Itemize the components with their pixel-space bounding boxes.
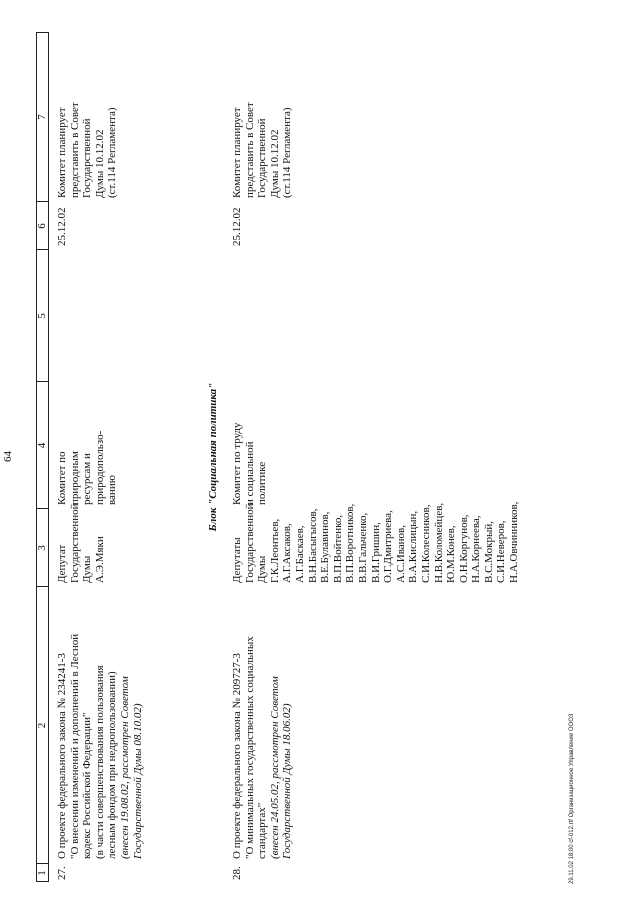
row-27-title xyxy=(56,589,144,859)
col-header-4: 4 xyxy=(36,442,48,449)
row-27-plan-line: Комитет планирует xyxy=(56,107,68,198)
row-28-initiator-line: Г.К.Леонтьев, xyxy=(268,518,281,583)
row-27-title-line: (в части совершенствования пользования xyxy=(93,665,106,859)
row-27-plan-line: Государственной xyxy=(81,118,94,198)
row-27-initiator xyxy=(56,503,106,583)
row-28-plan-line: Государственной xyxy=(256,118,269,198)
col-header-6: 6 xyxy=(36,223,48,229)
row-28-note-line: Государственной Думы 18.06.02) xyxy=(281,703,294,859)
row-27-committee-line: природопользо- xyxy=(93,430,106,505)
row-28-initiator-line: В.А.Кислицын, xyxy=(407,510,420,583)
row-28-initiator-line: Н.А.Корнеева, xyxy=(470,515,483,583)
row-27-committee-line: природным xyxy=(68,451,81,505)
row-28-initiator-line: В.Н.Басыгысов, xyxy=(306,508,319,583)
row-27-initiator-line: Государственной xyxy=(68,503,81,583)
row-28-initiator-line: О.Н.Коргунов, xyxy=(457,514,470,583)
row-28-title-line: стандартах" xyxy=(256,802,269,859)
row-28-initiator-line: В.С.Мокрый, xyxy=(482,520,495,583)
row-27-note-line: Государственной Думы 08.10.02) xyxy=(131,703,144,859)
row-27-title-line: кодекс Российской Федерации" xyxy=(81,712,94,859)
row-28-initiator-line: А.С.Иванов, xyxy=(394,525,407,583)
row-28-plan-line: (ст.114 Регламента) xyxy=(281,107,294,198)
row-27-initiator-line: А.Э.Мяки xyxy=(93,536,106,583)
row-28-number: 28. xyxy=(231,866,243,880)
row-27-title-line: лесным фондом при недропользовании) xyxy=(106,671,119,859)
col-header-3: 3 xyxy=(36,545,48,551)
row-28-title-line: О проекте федерального закона № 209727-3 xyxy=(231,653,243,859)
row-27-committee-line: ванию xyxy=(106,475,119,505)
row-27-title-line: О проекте федерального закона № 234241-3 xyxy=(56,653,68,859)
row-28-initiator-line: А.Г.Баскаев, xyxy=(293,525,306,583)
row-27-date: 25.12.02 xyxy=(56,207,68,246)
row-28-note-line: (внесен 24.05.02, рассмотрен Советом xyxy=(268,676,281,859)
row-28-plan-line: представить в Совет xyxy=(243,102,256,198)
row-28-committee-line: политике xyxy=(256,461,269,505)
row-27-number: 27. xyxy=(56,866,68,880)
row-28-initiator-line: С.И.Колесников, xyxy=(419,504,432,583)
row-28-committee xyxy=(231,385,269,505)
col-header-1: 1 xyxy=(36,870,48,876)
row-28-date: 25.12.02 xyxy=(231,207,243,246)
row-28-initiator-line: С.И.Неверов, xyxy=(495,520,508,583)
row-27-initiator-line: Думы xyxy=(81,555,94,583)
row-28-initiators xyxy=(231,503,521,583)
row-28-title-line: "О минимальных государственных социальных xyxy=(243,636,256,859)
block-title: Блок "Социальная политика" xyxy=(207,382,219,532)
row-27-plan xyxy=(56,34,119,198)
row-27-note-line: (внесен 19.08.02, рассмотрен Советом xyxy=(118,676,131,859)
row-28-initiator-line: О.Г.Дмитриева, xyxy=(382,510,395,583)
row-27-committee-line: Комитет по xyxy=(56,451,68,505)
row-27-plan-line: (ст.114 Регламента) xyxy=(106,107,119,198)
row-28-initiator-line: Ю.М.Конев, xyxy=(445,525,458,583)
col-header-7: 7 xyxy=(36,114,48,120)
row-28-plan xyxy=(231,34,294,198)
row-28-committee-line: Комитет по труду xyxy=(231,422,243,505)
table-header-border xyxy=(48,32,49,882)
row-28-initiator-line: В.В.Гальченко, xyxy=(356,512,369,583)
row-27-committee-line: ресурсам и xyxy=(81,453,94,505)
row-28-plan-line: Думы 10.12.02 xyxy=(268,129,281,198)
row-28-initiator-line: В.И.Гришин, xyxy=(369,522,382,583)
row-27-title-line: "О внесении изменений и дополнений в Лесной xyxy=(68,633,81,859)
row-28-initiator-line: Государственной xyxy=(243,503,256,583)
row-27-plan-line: Думы 10.12.02 xyxy=(93,129,106,198)
row-28-initiator-line: А.Г.Аксаков, xyxy=(281,523,294,583)
row-27-initiator-line: Депутат xyxy=(56,544,68,583)
col-header-5: 5 xyxy=(36,313,48,319)
row-28-initiator-line: Н.А.Овчинников, xyxy=(508,501,521,583)
row-28-initiator-line: Н.В.Коломейцев, xyxy=(432,502,445,583)
col-header-2: 2 xyxy=(36,722,48,729)
row-28-plan-line: Комитет планирует xyxy=(231,107,243,198)
row-28-committee-line: и социальной xyxy=(243,441,256,505)
page-footer: 29.11.02 18:00 cf-012.rtf Организационное Управление ООО3 xyxy=(569,713,575,884)
page-number: 64 xyxy=(2,451,14,462)
row-28-initiator-line: Депутаты xyxy=(231,537,243,583)
row-27-committee xyxy=(56,385,119,505)
row-28-initiator-line: Думы xyxy=(256,555,269,583)
row-28-initiator-line: В.П.Воротников, xyxy=(344,503,357,583)
row-27-plan-line: представить в Совет xyxy=(68,102,81,198)
rotated-document-page xyxy=(2,32,606,884)
row-28-initiator-line: В.П.Войтенко, xyxy=(331,514,344,583)
row-28-initiator-line: В.Е.Булавинов, xyxy=(319,511,332,583)
row-28-title xyxy=(231,589,294,859)
